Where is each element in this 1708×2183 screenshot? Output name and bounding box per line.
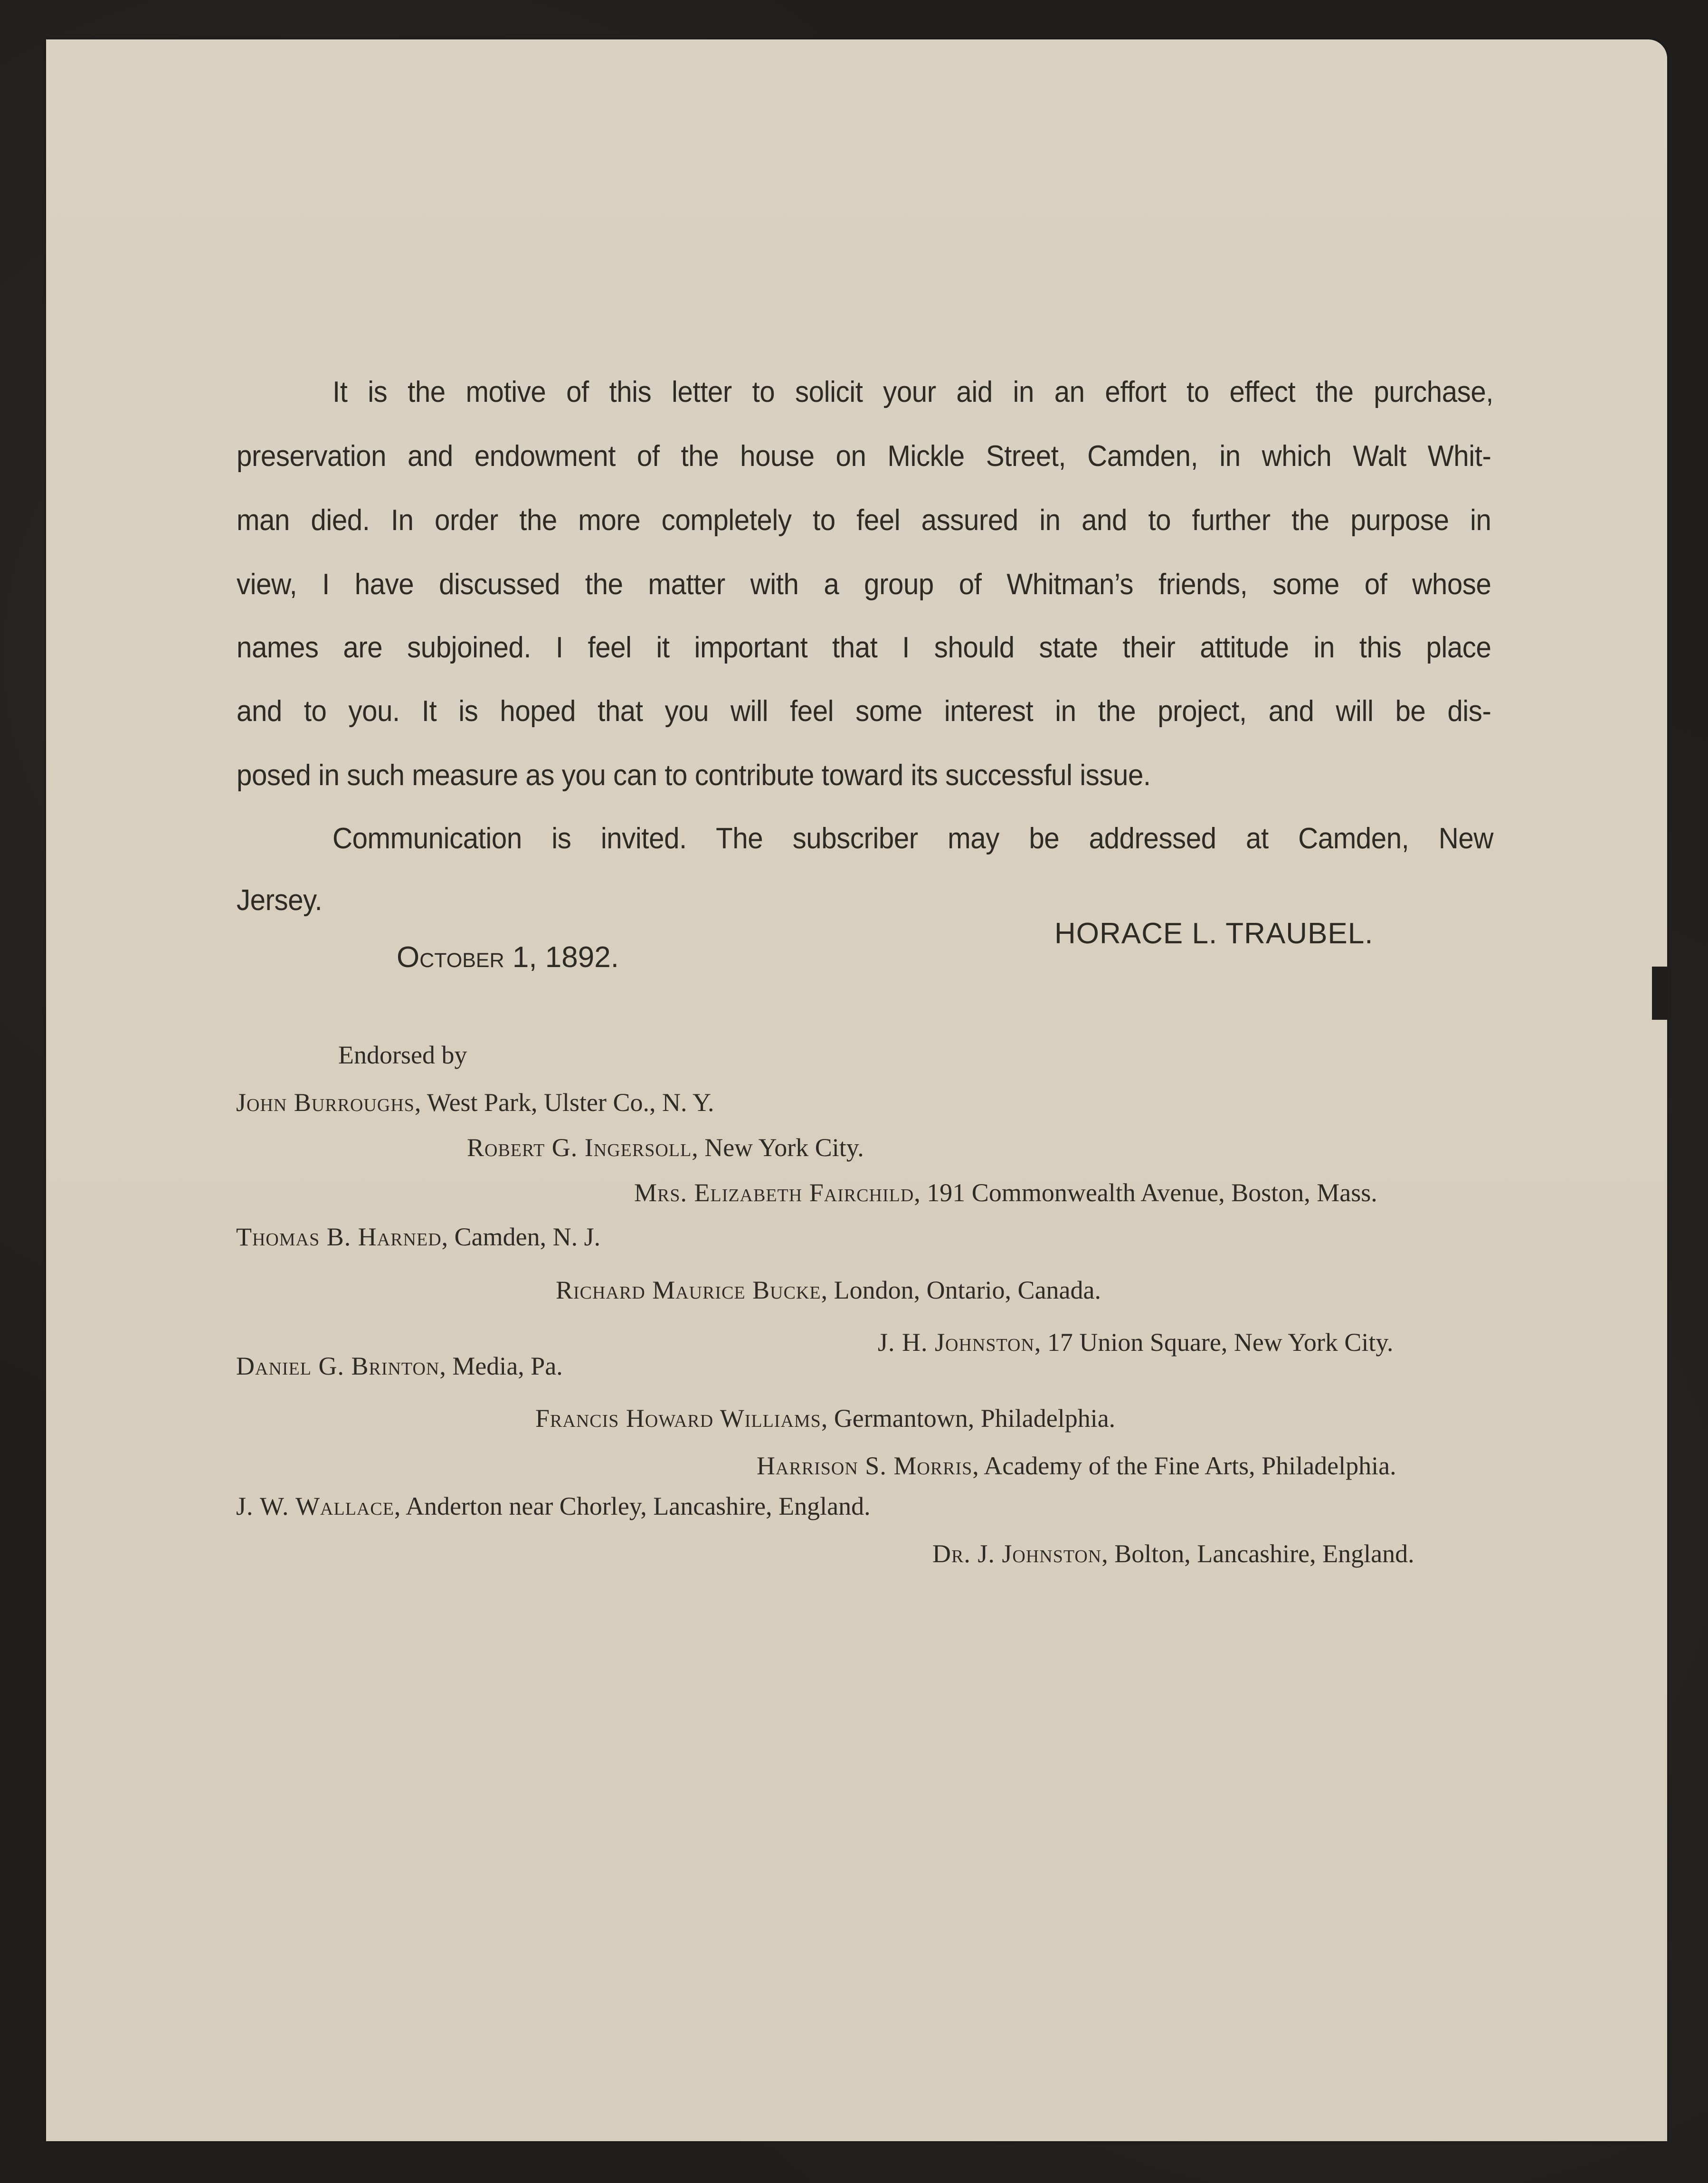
paragraph-2-line-1: Communication is invited. The subscriber may be addressed at Camden, New [332, 822, 1493, 855]
endorser-name: Daniel G. Brinton [236, 1352, 440, 1380]
endorser-row [236, 1088, 714, 1117]
endorser-address: , 17 Union Square, New York City. [1034, 1328, 1394, 1357]
endorser-address: , 191 Commonwealth Avenue, Boston, Mass. [914, 1178, 1377, 1207]
endorser-row [556, 1275, 1101, 1305]
endorser-address: , London, Ontario, Canada. [821, 1276, 1101, 1304]
endorser-row [236, 1222, 600, 1252]
endorser-address: , West Park, Ulster Co., N. Y. [414, 1088, 714, 1117]
endorser-address: , Germantown, Philadelphia. [821, 1404, 1116, 1433]
endorser-row [878, 1328, 1393, 1357]
endorser-address: , Media, Pa. [439, 1352, 563, 1380]
paragraph-1-line-1: It is the motive of this letter to solicit your aid in an effort to effect the purchase, [332, 376, 1493, 408]
date: October 1, 1892. [397, 941, 619, 974]
endorser-address: , Bolton, Lancashire, England. [1101, 1539, 1414, 1568]
endorser-row [932, 1539, 1414, 1568]
endorser-name: J. W. Wallace [236, 1492, 394, 1520]
endorser-address: , Academy of the Fine Arts, Philadelphia. [972, 1452, 1396, 1480]
endorser-row [634, 1178, 1377, 1207]
paragraph-1-line-4: view, I have discussed the matter with a group of Whitman’s friends, some of whose [237, 568, 1491, 601]
endorser-name: Thomas B. Harned [236, 1223, 442, 1251]
paper-edge-notch [1652, 967, 1671, 1020]
paragraph-1-line-5: names are subjoined. I feel it important that I should state their attitude in this place [237, 631, 1491, 664]
endorser-name: Harrison S. Morris [757, 1452, 973, 1480]
endorser-row [467, 1133, 864, 1162]
endorser-name: John Burroughs [236, 1088, 415, 1117]
signature: HORACE L. TRAUBEL. [1054, 917, 1374, 950]
endorser-name: Richard Maurice Bucke [556, 1276, 821, 1304]
endorser-address: , New York City. [692, 1133, 864, 1162]
paragraph-1-line-6: and to you. It is hoped that you will feel some interest in the project, and will be dis- [237, 695, 1491, 728]
endorser-address: , Anderton near Chorley, Lancashire, England. [394, 1492, 871, 1520]
endorser-name: Mrs. Elizabeth Fairchild [634, 1178, 914, 1207]
paragraph-1-line-2: preservation and endowment of the house on Mickle Street, Camden, in which Walt Whit- [237, 440, 1491, 473]
endorser-name: Dr. J. Johnston [932, 1539, 1102, 1568]
endorser-address: , Camden, N. J. [441, 1223, 601, 1251]
endorser-row [236, 1351, 563, 1381]
endorser-row [236, 1491, 871, 1521]
paragraph-2-line-2: Jersey. [237, 884, 323, 917]
endorser-name: Francis Howard Williams [535, 1404, 821, 1433]
endorser-name: Robert G. Ingersoll [467, 1133, 692, 1162]
endorser-row [535, 1404, 1115, 1433]
endorser-row [757, 1451, 1396, 1481]
endorsed-by-label: Endorsed by [338, 1041, 467, 1069]
paragraph-1-line-3: man died. In order the more completely to feel assured in and to further the purpose in [237, 504, 1491, 537]
paragraph-1-line-7: posed in such measure as you can to contribute toward its successful issue. [237, 759, 1151, 792]
endorser-name: J. H. Johnston [878, 1328, 1034, 1357]
